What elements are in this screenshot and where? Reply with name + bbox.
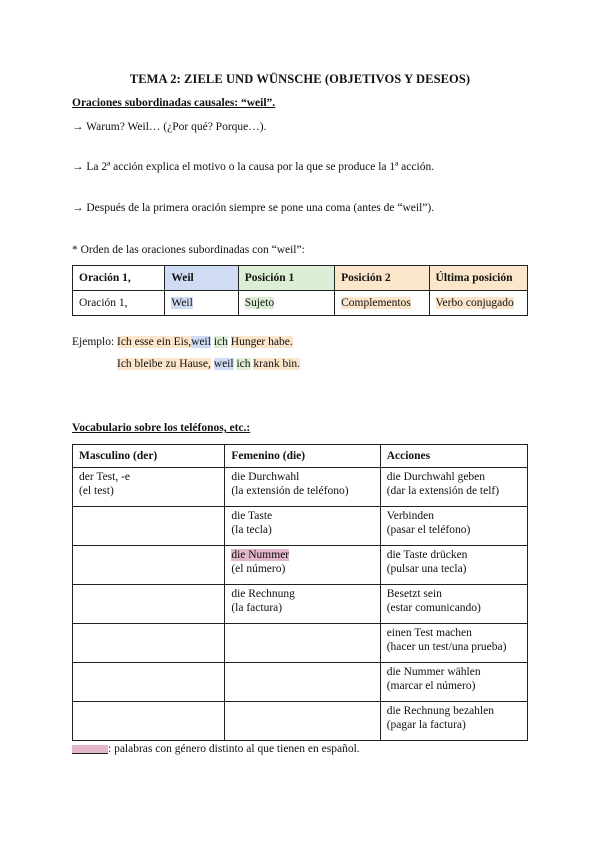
vocab-word: die Rechnung <box>231 588 295 600</box>
vocab-header-acciones: Acciones <box>380 445 527 468</box>
vocab-translation: (pasar el teléfono) <box>386 524 471 536</box>
order-cell-oracion: Oración 1, <box>73 291 165 316</box>
vocab-translation: (hacer un test/una prueba) <box>386 641 507 653</box>
order-intro: * Orden de las oraciones subordinadas con “weil”: <box>72 244 305 256</box>
vocab-cell-acciones <box>380 585 527 624</box>
order-table-header <box>73 266 528 291</box>
vocab-cell-masculino <box>73 585 225 624</box>
weil-heading: Oraciones subordinadas causales: “weil”. <box>72 97 276 109</box>
vocab-table-row <box>73 702 528 741</box>
order-header-oracion: Oración 1, <box>73 266 165 291</box>
order-cell-weil: Weil <box>165 291 238 316</box>
page-title: TEMA 2: ZIELE UND WÜNSCHE (OBJETIVOS Y DESEOS) <box>129 72 471 86</box>
vocab-word: die Durchwahl geben <box>386 471 486 483</box>
vocab-word: einen Test machen <box>386 627 472 639</box>
example-1-rest: Hunger habe. <box>230 336 293 348</box>
order-cell-last: Verbo conjugado <box>429 291 527 316</box>
example-2-subject: ich <box>236 358 251 370</box>
vocab-cell-femenino <box>225 507 380 546</box>
order-header-pos1: Posición 1 <box>238 266 334 291</box>
vocab-word: der Test, -e <box>79 471 131 483</box>
vocab-cell-masculino <box>73 663 225 702</box>
vocab-cell-masculino <box>73 468 225 507</box>
legend-swatch <box>72 745 108 754</box>
order-header-pos2: Posición 2 <box>335 266 429 291</box>
vocab-table-header <box>73 445 528 468</box>
vocab-translation: (el test) <box>79 485 114 497</box>
vocab-cell-femenino <box>225 546 380 585</box>
vocab-table-row <box>73 507 528 546</box>
vocab-translation: (pagar la factura) <box>386 719 466 731</box>
vocab-cell-acciones <box>380 468 527 507</box>
vocab-cell-acciones <box>380 702 527 741</box>
vocab-table-row <box>73 663 528 702</box>
vocab-word: die Durchwahl <box>231 471 300 483</box>
vocab-cell-femenino <box>225 663 380 702</box>
example-1-main: Ich esse ein Eis, <box>117 336 192 348</box>
example-label: Ejemplo: <box>72 336 115 348</box>
vocab-cell-femenino <box>225 468 380 507</box>
vocab-translation: (marcar el número) <box>386 680 476 692</box>
vocab-cell-femenino <box>225 624 380 663</box>
order-cell-pos1: Sujeto <box>238 291 334 316</box>
vocab-cell-acciones <box>380 546 527 585</box>
vocab-word: Besetzt sein <box>386 588 442 600</box>
vocab-word: die Rechnung bezahlen <box>386 705 494 717</box>
vocab-table <box>72 444 528 741</box>
example-1-weil: weil <box>191 336 211 348</box>
order-cell-pos2: Complementos <box>335 291 429 316</box>
vocab-cell-masculino <box>73 702 225 741</box>
vocab-word: Verbinden <box>386 510 434 522</box>
vocab-cell-acciones <box>380 507 527 546</box>
vocab-cell-acciones <box>380 663 527 702</box>
vocab-cell-femenino <box>225 702 380 741</box>
order-table-row <box>73 291 528 316</box>
vocab-table-row <box>73 624 528 663</box>
weil-line-3: → Después de la primera oración siempre se pone una coma (antes de “weil”). <box>72 202 435 214</box>
vocab-translation: (dar la extensión de telf) <box>386 485 500 497</box>
vocab-word: die Taste drücken <box>386 549 468 561</box>
vocab-cell-masculino <box>73 507 225 546</box>
order-table <box>72 265 528 316</box>
legend-text: : palabras con género distinto al que tienen en español. <box>108 743 360 755</box>
vocab-translation: (el número) <box>231 563 286 575</box>
legend <box>72 743 360 755</box>
weil-line-1: → Warum? Weil… (¿Por qué? Porque…). <box>72 121 267 133</box>
vocab-table-row <box>73 468 528 507</box>
weil-line-2: → La 2ª acción explica el motivo o la causa por la que se produce la 1ª acción. <box>72 161 435 173</box>
vocab-translation: (estar comunicando) <box>386 602 481 614</box>
example-2-weil: weil <box>213 358 234 370</box>
vocab-translation: (la extensión de teléfono) <box>231 485 349 497</box>
example-1 <box>72 336 293 348</box>
vocab-cell-femenino <box>225 585 380 624</box>
vocab-table-row <box>73 546 528 585</box>
example-2 <box>117 358 300 370</box>
order-header-weil: Weil <box>165 266 238 291</box>
vocab-cell-acciones <box>380 624 527 663</box>
example-2-rest: krank bin. <box>253 358 301 370</box>
vocab-cell-masculino <box>73 624 225 663</box>
vocab-cell-masculino <box>73 546 225 585</box>
example-2-main: Ich bleibe zu Hause, <box>117 358 211 370</box>
vocab-table-row <box>73 585 528 624</box>
example-1-subject: ich <box>213 336 228 348</box>
vocab-translation: (pulsar una tecla) <box>386 563 467 575</box>
vocab-header-masculino: Masculino (der) <box>73 445 225 468</box>
vocab-word: die Taste <box>231 510 273 522</box>
vocab-word: die Nummer wählen <box>386 666 481 678</box>
order-header-last: Última posición <box>429 266 527 291</box>
vocab-header-femenino: Femenino (die) <box>225 445 380 468</box>
vocab-word: die Nummer <box>231 549 290 561</box>
vocab-translation: (la tecla) <box>231 524 272 536</box>
vocab-heading: Vocabulario sobre los teléfonos, etc.: <box>72 422 251 434</box>
vocab-translation: (la factura) <box>231 602 283 614</box>
